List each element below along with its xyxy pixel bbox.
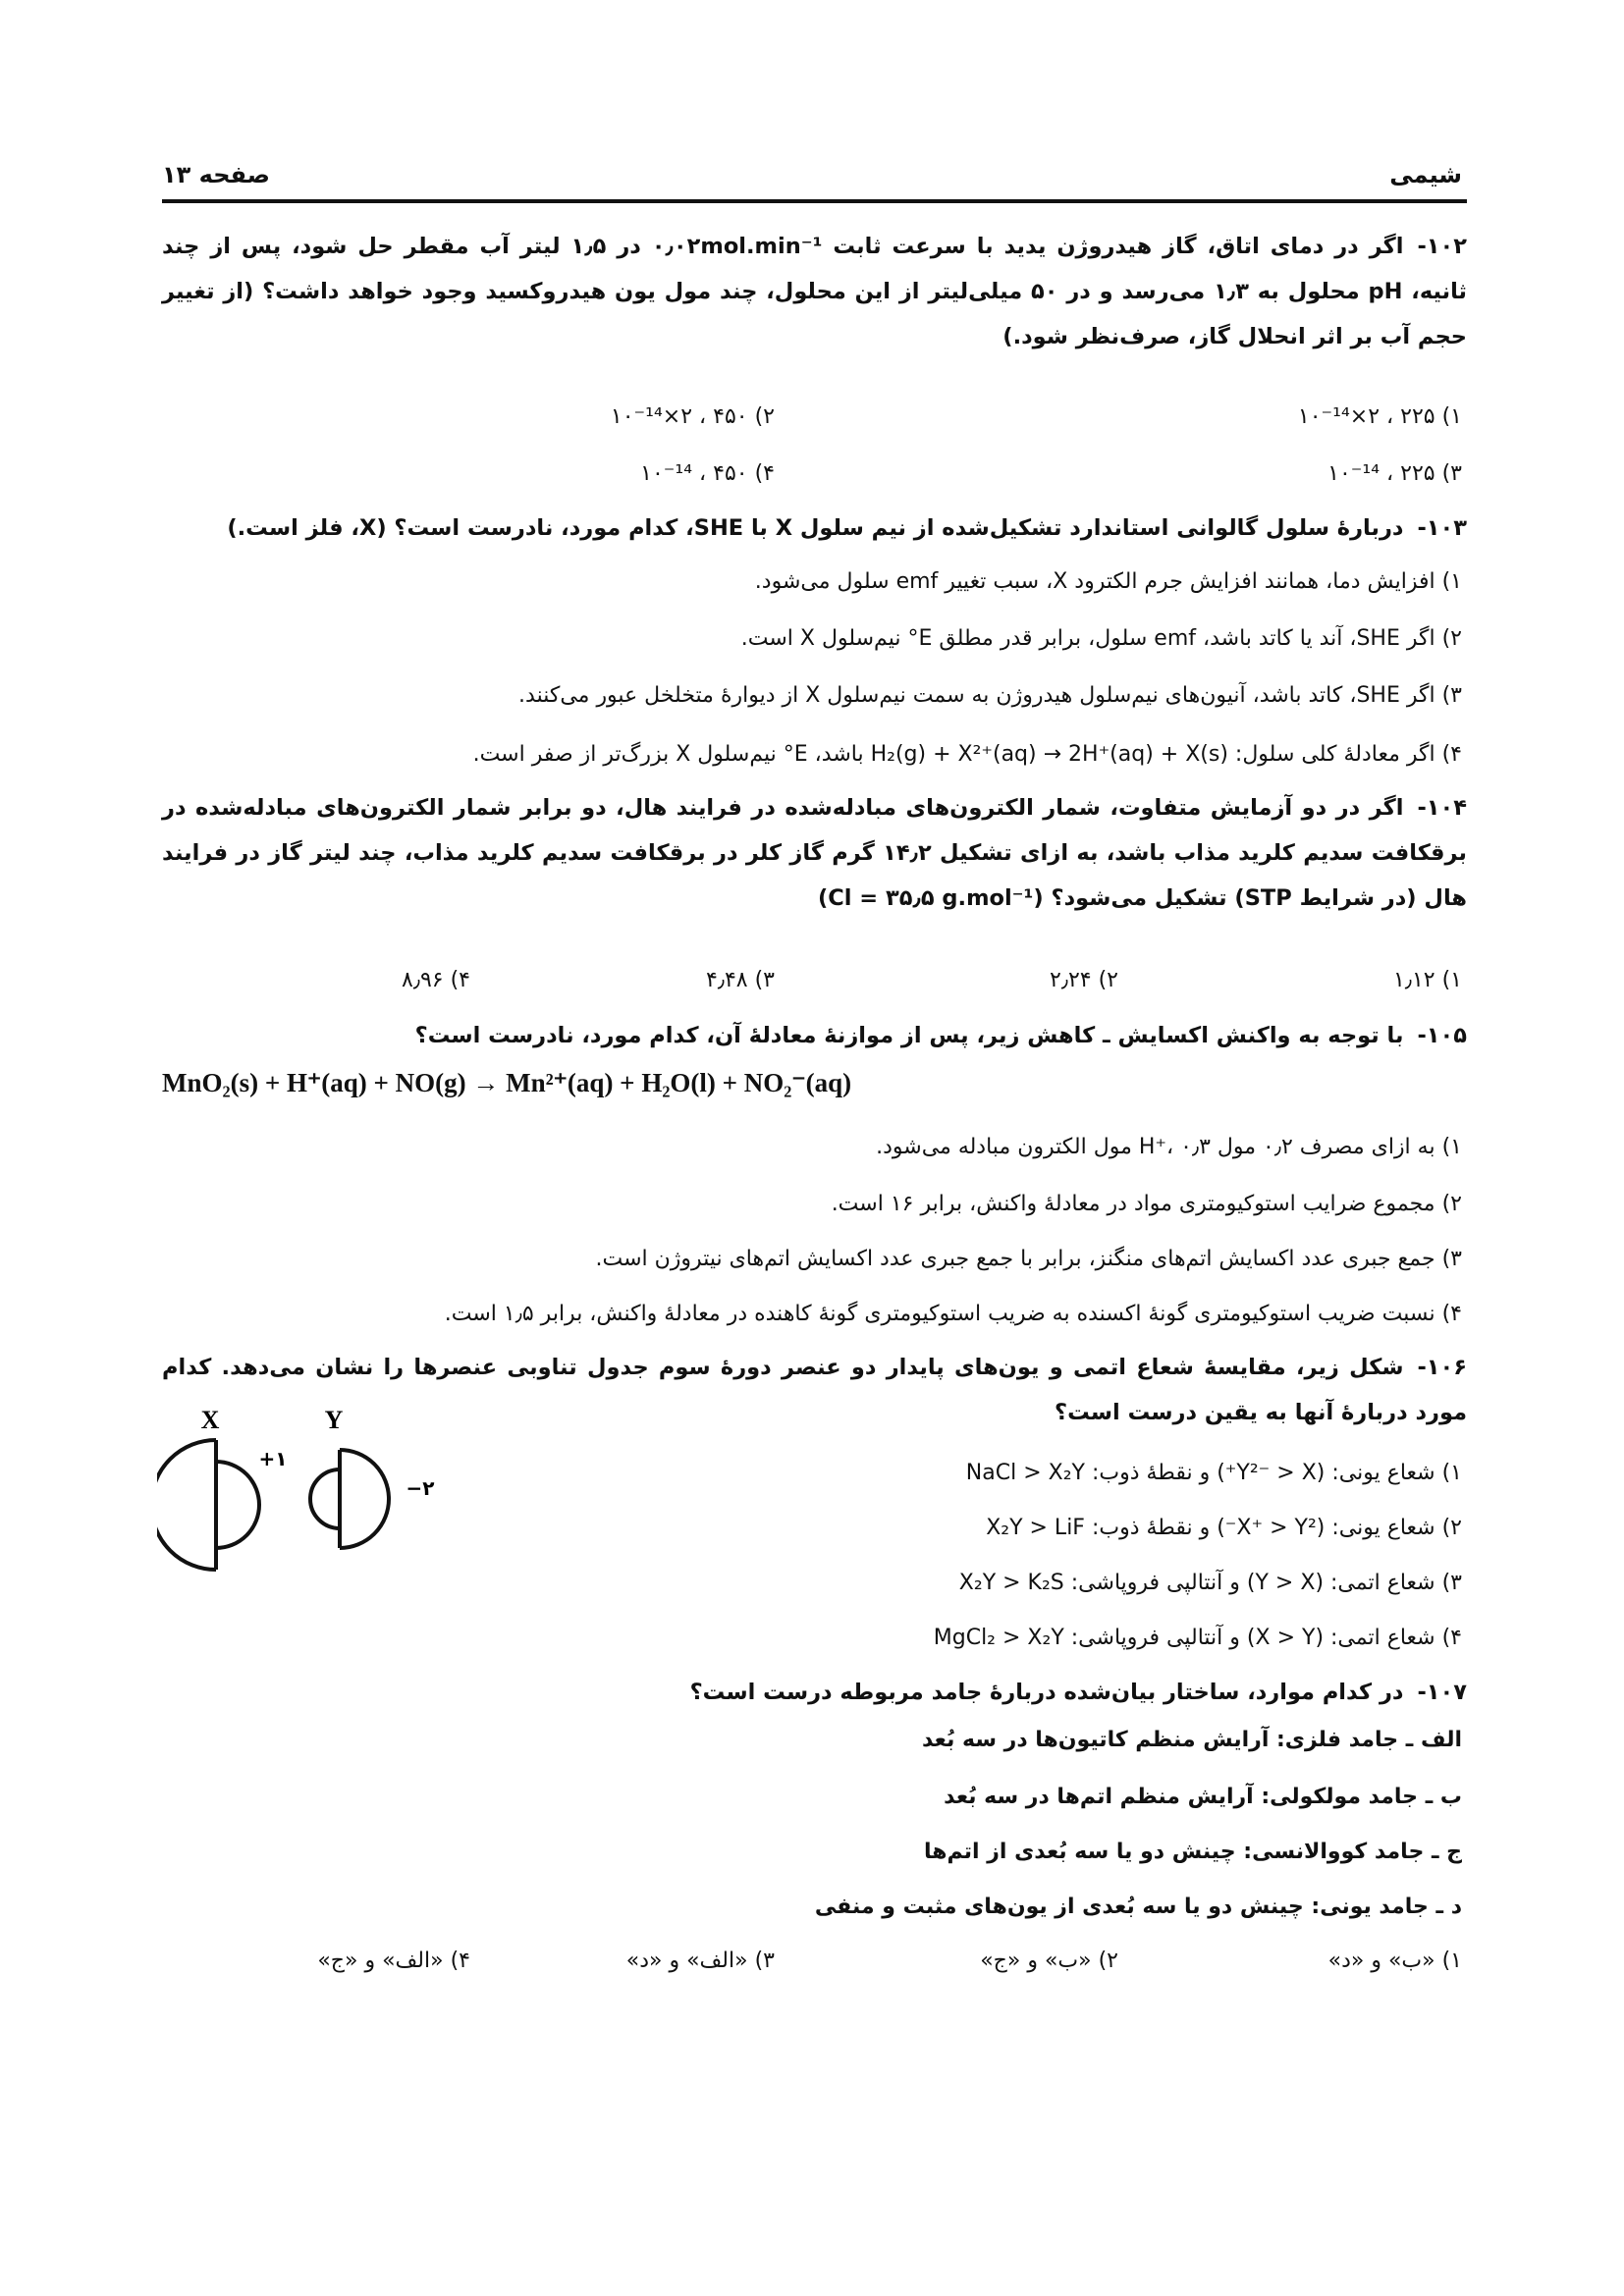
- question-text: شکل زیر، مقایسهٔ شعاع اتمی و یون‌های پایدار دو عنصر دورهٔ سوم جدول تناوبی عنصرها را نشان می‌دهد. کدام مورد دربارهٔ آنها به یقین درست است؟: [162, 1355, 1467, 1425]
- question-text: اگر در دو آزمایش متفاوت، شمار الکترون‌های مبادله‌شده در فرایند هال، دو برابر شمار الکترون‌های مبادله‌شده در برقکافت سدیم کلرید مذاب باشد، به ازای تشکیل ۱۴٫۲ گرم گاز کلر در برقکافت سدیم کلرید مذاب، چند لیتر گاز در فرایند هال (در شرایط STP) تشکیل می‌شود؟ (Cl = ۳۵٫۵ g.mol⁻¹): [162, 795, 1467, 911]
- q103-option-1[interactable]: ۱) افزایش دما، همانند افزایش جرم الکترود X، سبب تغییر emf سلول می‌شود.: [754, 569, 1462, 594]
- y-ion-charge: ۲−: [406, 1476, 435, 1500]
- header-divider: [162, 199, 1467, 203]
- q102-option-4[interactable]: ۴) ۴۵۰ ، ۱۰⁻¹⁴: [640, 461, 775, 486]
- q105-option-4[interactable]: ۴) نسبت ضریب استوکیومتری گونهٔ اکسنده به ضریب استوکیومتری گونهٔ کاهنده در معادلهٔ واکنش، برابر ۱٫۵ است.: [444, 1302, 1462, 1326]
- question-text: اگر در دمای اتاق، گاز هیدروژن یدید با سرعت ثابت ۰٫۰۲mol.min⁻¹ در ۱٫۵ لیتر آب مقطر حل شود، پس از چند ثانیه، pH محلول به ۱٫۳ می‌رسد و در ۵۰ میلی‌لیتر از این محلول، چند مول یون هیدروکسید وجود خواهد داشت؟ (از تغییر حجم آب بر اثر انحلال گاز، صرف‌نظر شود.): [162, 234, 1467, 349]
- question-107-stem: [668, 1670, 1467, 1715]
- question-104-stem: [162, 785, 1467, 921]
- q107-item-alef: الف ـ جامد فلزی: آرایش منظم کاتیون‌ها در سه بُعد: [921, 1728, 1462, 1752]
- q102-option-1[interactable]: ۱) ۲۲۵ ، ۲×۱۰⁻¹⁴: [1297, 404, 1462, 429]
- subject-title: شیمی: [1389, 161, 1462, 188]
- q102-option-2[interactable]: ۲) ۴۵۰ ، ۲×۱۰⁻¹⁴: [610, 404, 775, 429]
- redox-equation: MnO₂(s) + H⁺(aq) + NO(g) → Mn²⁺(aq) + H₂O(l) + NO₂⁻(aq): [162, 1068, 852, 1097]
- q107-option-4[interactable]: ۴) «الف» و «ج»: [317, 1949, 470, 1973]
- question-number: ۱۰۲-: [1417, 234, 1467, 259]
- q105-option-3[interactable]: ۳) جمع جبری عدد اکسایش اتم‌های منگنز، برابر با جمع جبری عدد اکسایش اتم‌های نیتروژن است.: [595, 1247, 1462, 1271]
- q107-option-1[interactable]: ۱) «ب» و «د»: [1327, 1949, 1462, 1973]
- question-number: ۱۰۴-: [1417, 795, 1467, 821]
- q103-option-2[interactable]: ۲) اگر SHE، آند یا کاتد باشد، emf سلول، برابر قدر مطلق E° نیم‌سلول X است.: [740, 626, 1462, 651]
- q105-option-2[interactable]: ۲) مجموع ضرایب استوکیومتری مواد در معادلهٔ واکنش، برابر ۱۶ است.: [831, 1192, 1462, 1216]
- question-text: با توجه به واکنش اکسایش ـ کاهش زیر، پس از موازنهٔ معادلهٔ آن، کدام مورد، نادرست است؟: [414, 1023, 1404, 1048]
- q103-option-4[interactable]: ۴) اگر معادلهٔ کلی سلول: H₂(g) + X²⁺(aq) → 2H⁺(aq) + X(s) باشد، E° نیم‌سلول X بزرگ‌تر از صفر است.: [472, 742, 1462, 767]
- x-atom-outline: [157, 1440, 216, 1570]
- q107-option-2[interactable]: ۲) «ب» و «ج»: [980, 1949, 1118, 1973]
- q105-option-1[interactable]: ۱) به ازای مصرف ۰٫۲ مول H⁺، ۰٫۳ مول الکترون مبادله می‌شود.: [876, 1135, 1462, 1159]
- q106-option-1[interactable]: ۱) شعاع یونی: (Y²⁻ > X⁺) و نقطهٔ ذوب: NaCl > X₂Y: [965, 1461, 1462, 1485]
- atomic-ionic-radius-figure: [157, 1399, 471, 1595]
- q107-item-jim: ج ـ جامد کووالانسی: چینش دو یا سه بُعدی از اتم‌ها: [923, 1840, 1462, 1864]
- question-103-stem: [162, 506, 1467, 551]
- q107-item-be: ب ـ جامد مولکولی: آرایش منظم اتم‌ها در سه بُعد: [944, 1785, 1462, 1809]
- question-105-stem: [162, 1013, 1467, 1058]
- q104-option-1[interactable]: ۱) ۱٫۱۲: [1393, 968, 1462, 992]
- q107-option-3[interactable]: ۳) «الف» و «د»: [625, 1949, 775, 1973]
- q103-option-3[interactable]: ۳) اگر SHE، کاتد باشد، آنیون‌های نیم‌سلول هیدروژن به سمت نیم‌سلول X از دیوارهٔ متخلخل عبور می‌کنند.: [518, 683, 1462, 708]
- q107-item-dal: د ـ جامد یونی: چینش دو یا سه بُعدی از یون‌های مثبت و منفی: [814, 1895, 1462, 1919]
- page-header: [162, 145, 1462, 188]
- question-text: در کدام موارد، ساختار بیان‌شده دربارهٔ جامد مربوطه درست است؟: [689, 1680, 1404, 1705]
- q104-option-4[interactable]: ۴) ۸٫۹۶: [402, 968, 470, 992]
- q106-option-2[interactable]: ۲) شعاع یونی: (X⁺ > Y²⁻) و نقطهٔ ذوب: X₂Y > LiF: [986, 1516, 1462, 1540]
- question-number: ۱۰۶-: [1417, 1355, 1467, 1380]
- page-number: صفحه ۱۳: [162, 161, 270, 188]
- x-ion-charge: ۱+: [258, 1447, 288, 1470]
- question-102-stem: [162, 224, 1467, 359]
- q104-option-3[interactable]: ۳) ۴٫۴۸: [706, 968, 775, 992]
- x-ion-outline: [216, 1462, 259, 1548]
- figure-label-x: X: [200, 1406, 220, 1434]
- y-atom-outline: [310, 1469, 340, 1528]
- q106-option-3[interactable]: ۳) شعاع اتمی: (Y > X) و آنتالپی فروپاشی: X₂Y > K₂S: [958, 1571, 1462, 1595]
- q106-option-4[interactable]: ۴) شعاع اتمی: (X > Y) و آنتالپی فروپاشی: MgCl₂ > X₂Y: [933, 1626, 1462, 1650]
- question-number: ۱۰۷-: [1417, 1680, 1467, 1705]
- q104-option-2[interactable]: ۲) ۲٫۲۴: [1050, 968, 1118, 992]
- question-text: دربارهٔ سلول گالوانی استاندارد تشکیل‌شده از نیم سلول X با SHE، کدام مورد، نادرست است؟ (X، فلز است.): [227, 515, 1404, 541]
- question-number: ۱۰۳-: [1417, 515, 1467, 541]
- question-number: ۱۰۵-: [1417, 1023, 1467, 1048]
- y-ion-outline: [340, 1450, 389, 1548]
- q102-option-3[interactable]: ۳) ۲۲۵ ، ۱۰⁻¹⁴: [1327, 461, 1462, 486]
- figure-label-y: Y: [324, 1406, 344, 1434]
